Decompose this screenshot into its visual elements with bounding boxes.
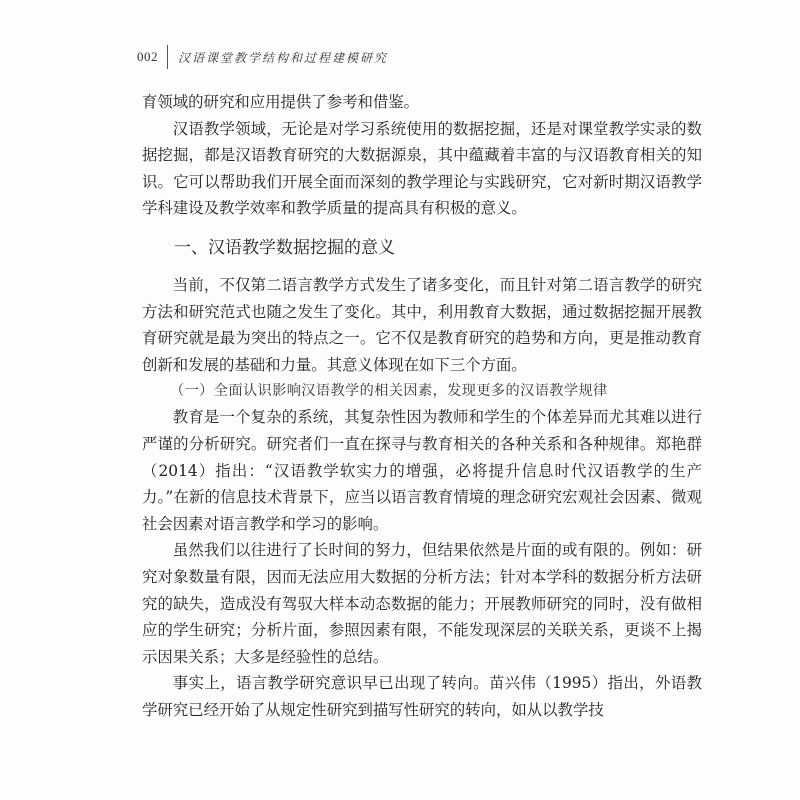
paragraph: 事实上，语言教学研究意识早已出现了转向。苗兴伟（1995）指出，外语教学研究已经开始了从规定性研究到描写性研究的转向，如从以教学技 <box>142 674 702 719</box>
subsection-heading: （一）全面认识影响汉语教学的相关因素，发现更多的汉语教学规律 <box>170 383 608 400</box>
body-text <box>142 89 702 723</box>
paragraph-continued: 育领域的研究和应用提供了参考和借鉴。 <box>142 93 420 111</box>
paragraph: 教育是一个复杂的系统，其复杂性因为教师和学生的个体差异而尤其难以进行严谨的分析研究。研究者们一直在探寻与教育相关的各种关系和各种规律。郑艳群（2014）指出：“汉语教学软实力的增强，必将提升信息时代汉语教学的生产力。”在新的信息技术背景下，应当以语言教育情境的理念研究宏观社会因素、微观社会因素对语言教学和学习的影响。 <box>142 408 702 533</box>
paragraph: 当前，不仅第二语言教学方式发生了诸多变化，而且针对第二语言教学的研究方法和研究范式也随之发生了变化。其中，利用教育大数据，通过数据挖掘开展教育研究就是最为突出的特点之一。它不仅是教育研究的趋势和方向，更是推动教育创新和发展的基础和力量。其意义体现在如下三个方面。 <box>142 275 702 374</box>
running-head <box>137 44 388 70</box>
page-number: 002 <box>137 49 158 64</box>
paragraph: 虽然我们以往进行了长时间的努力，但结果依然是片面的或有限的。例如：研究对象数量有限，因而无法应用大数据的分析方法；针对本学科的数据分析方法研究的缺失，造成没有驾驭大样本动态数据的能力；开展教师研究的同时，没有做相应的学生研究；分析片面，参照因素有限，不能发现深层的关联关系，更谈不上揭示因果关系；大多是经验性的总结。 <box>142 541 702 666</box>
section-heading: 一、汉语教学数据挖掘的意义 <box>174 237 395 258</box>
book-title: 汉语课堂教学结构和过程建模研究 <box>178 50 389 65</box>
header-divider <box>167 45 168 69</box>
paragraph: 汉语教学领域，无论是对学习系统使用的数据挖掘，还是对课堂教学实录的数据挖掘，都是汉语教育研究的大数据源泉，其中蕴藏着丰富的与汉语教育相关的知识。它可以帮助我们开展全面而深刻的教学理论与实践研究，它对新时期汉语教学学科建设及教学效率和教学质量的提高具有积极的意义。 <box>142 119 702 218</box>
